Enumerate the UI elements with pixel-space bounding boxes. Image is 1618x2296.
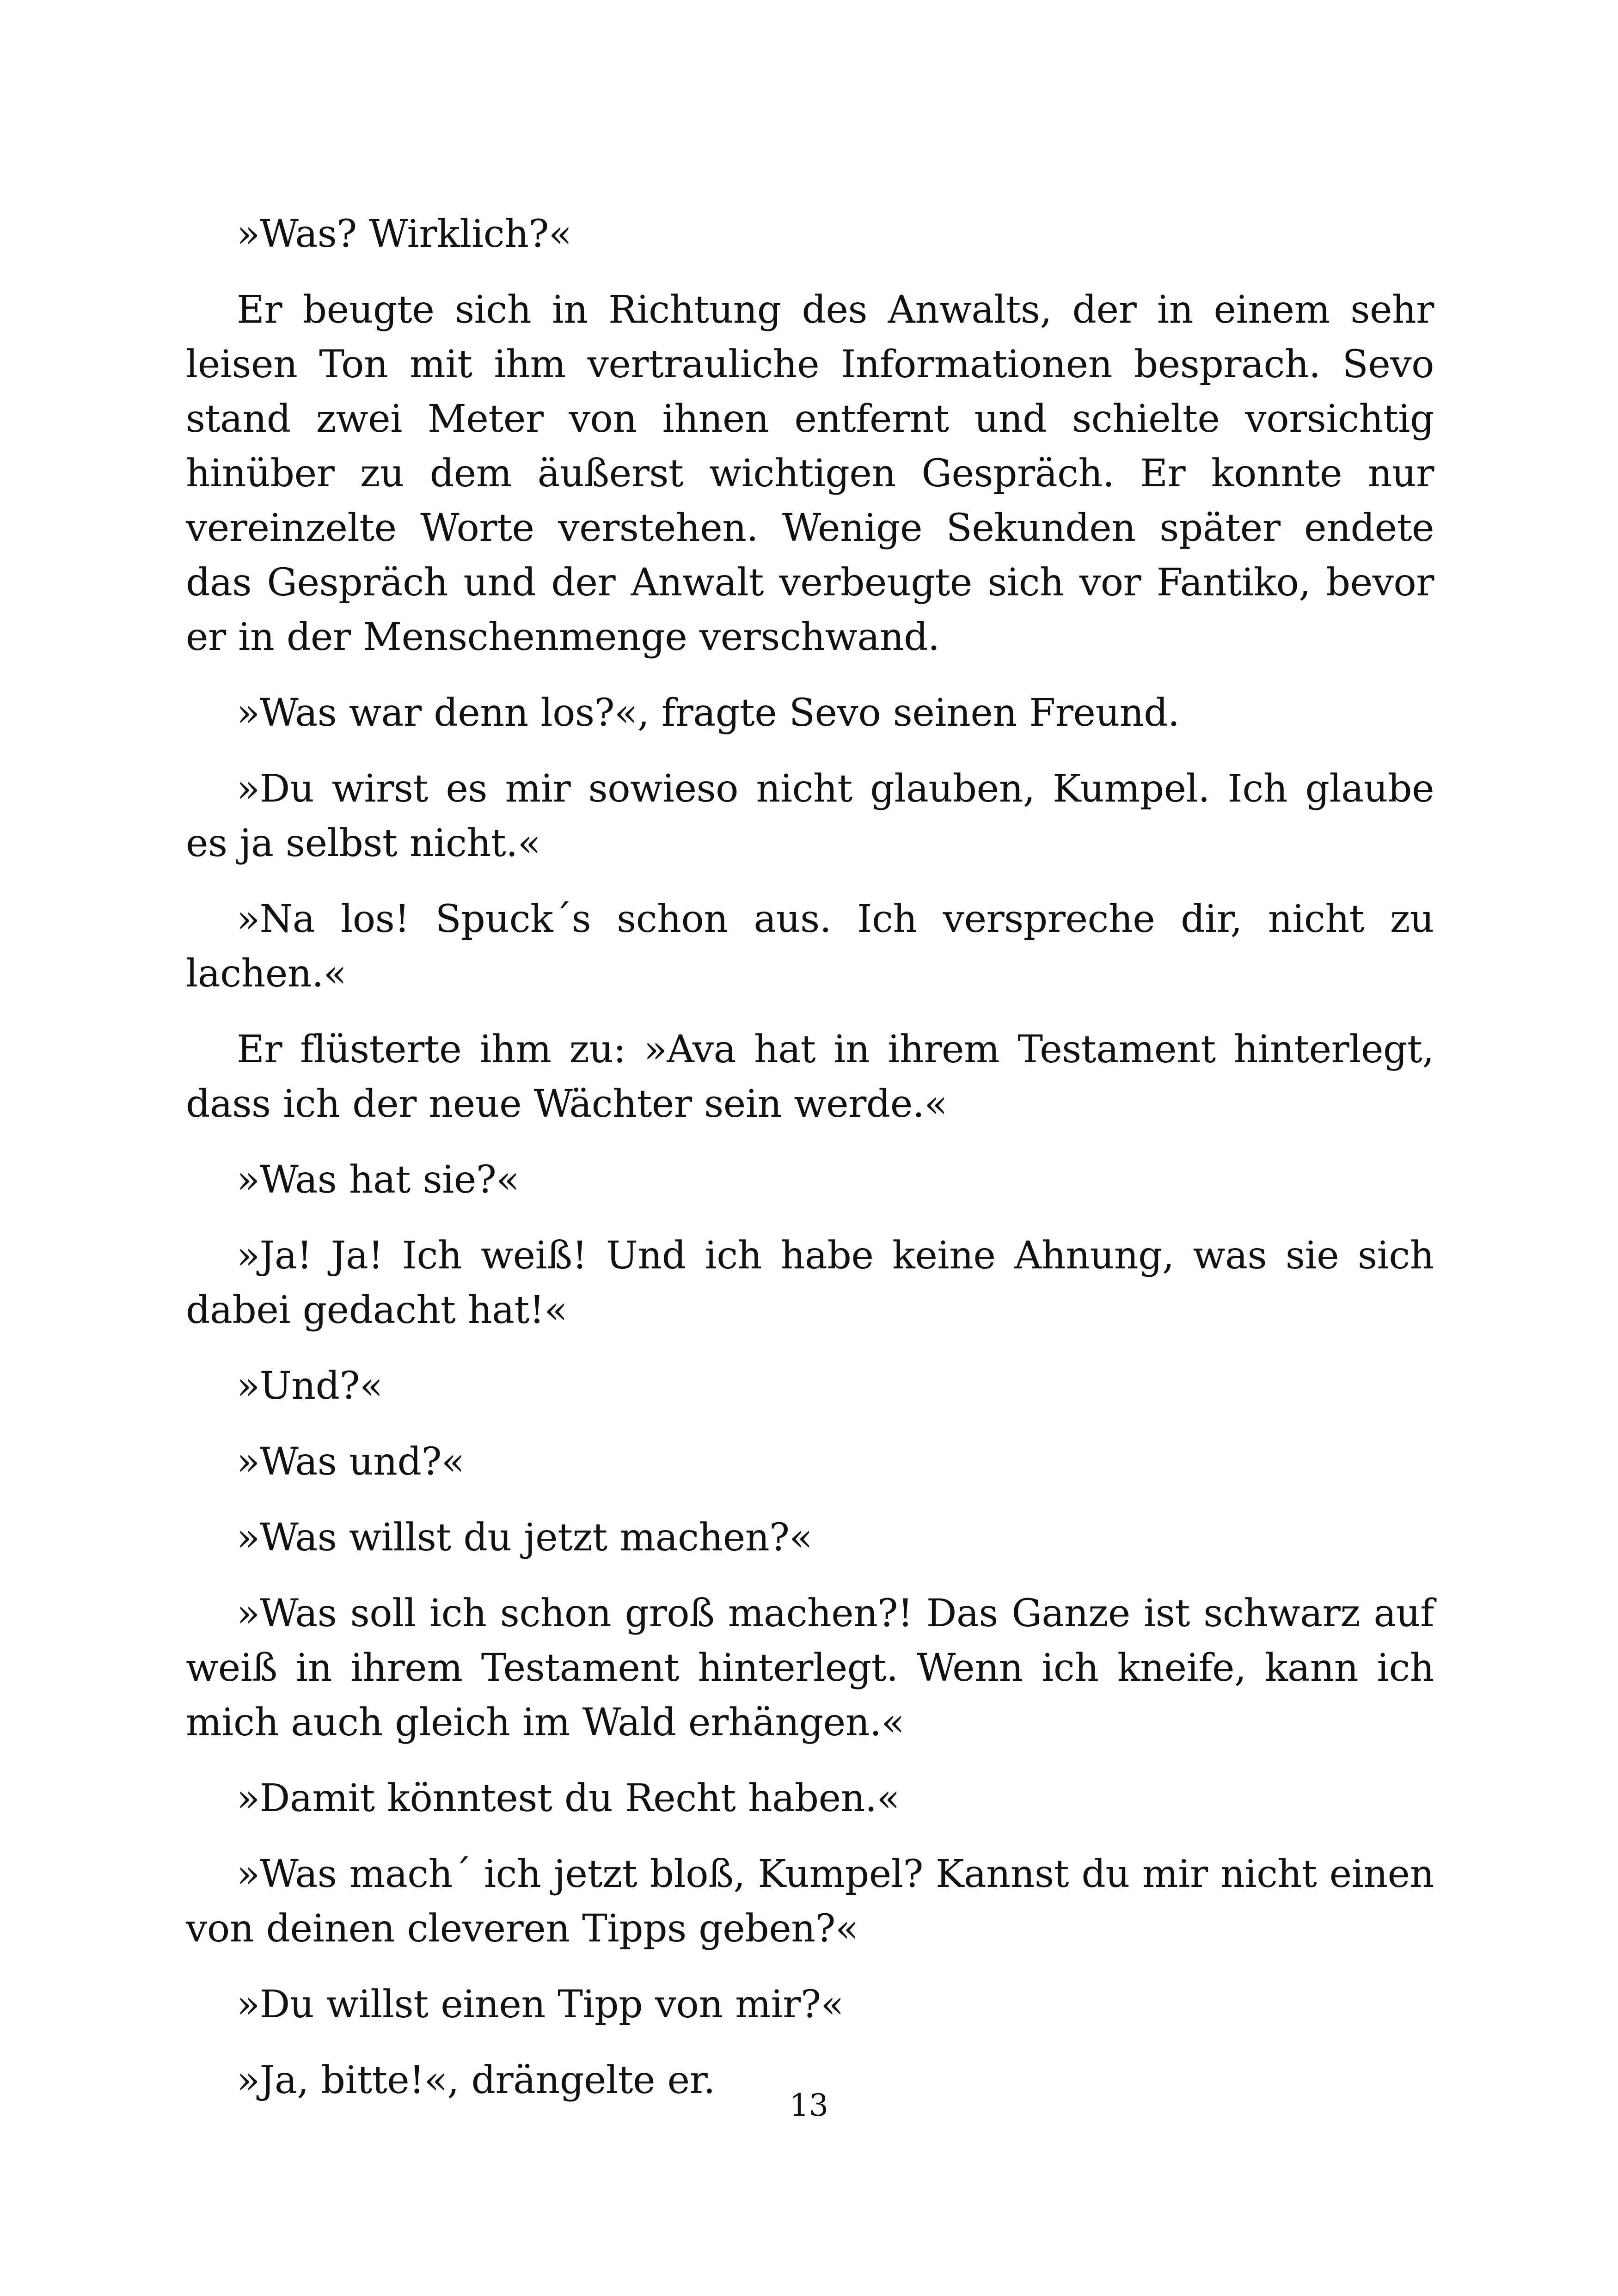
paragraph: »Du wirst es mir sowieso nicht glauben, Kumpel. Ich glaube es ja selbst nicht.« — [186, 767, 1434, 865]
paragraph: »Was hat sie?« — [237, 1158, 520, 1202]
paragraph: »Na los! Spuck´s schon aus. Ich verspreche dir, nicht zu lachen.« — [186, 897, 1434, 996]
paragraph: »Was? Wirklich?« — [237, 212, 572, 256]
paragraph: »Was soll ich schon groß machen?! Das Ganze ist schwarz auf weiß in ihrem Testament hinterlegt. Wenn ich kneife, kann ich mich auch gleich im Wald erhängen.« — [186, 1592, 1434, 1745]
paragraph: »Du willst einen Tipp von mir?« — [237, 1983, 844, 2027]
page-number: 13 — [790, 2088, 828, 2123]
body-text — [186, 207, 1434, 2129]
paragraph: »Was war denn los?«, fragte Sevo seinen Freund. — [237, 691, 1180, 735]
paragraph: »Und?« — [237, 1364, 383, 1408]
paragraph: »Was und?« — [237, 1440, 465, 1484]
paragraph: Er beugte sich in Richtung des Anwalts, der in einem sehr leisen Ton mit ihm vertrauliche Informationen besprach. Sevo stand zwei Meter von ihnen entfernt und schielte vorsichtig hinüber zu dem äußerst wichtigen Gespräch. Er konnte nur vereinzelte Worte verstehen. Wenige Sekunden später endete das Gespräch und der Anwalt verbeugte sich vor Fantiko, bevor er in der Menschenmenge verschwand. — [186, 288, 1434, 659]
paragraph: »Ja, bitte!«, drängelte er. — [237, 2058, 715, 2102]
paragraph: Er flüsterte ihm zu: »Ava hat in ihrem Testament hinterlegt, dass ich der neue Wächter sein werde.« — [186, 1028, 1434, 1126]
paragraph: »Ja! Ja! Ich weiß! Und ich habe keine Ahnung, was sie sich dabei gedacht hat!« — [186, 1234, 1434, 1332]
paragraph: »Was mach´ ich jetzt bloß, Kumpel? Kannst du mir nicht einen von deinen cleveren Tipps geben?« — [186, 1852, 1434, 1951]
paragraph: »Was willst du jetzt machen?« — [237, 1516, 813, 1560]
paragraph: »Damit könntest du Recht haben.« — [237, 1776, 900, 1820]
